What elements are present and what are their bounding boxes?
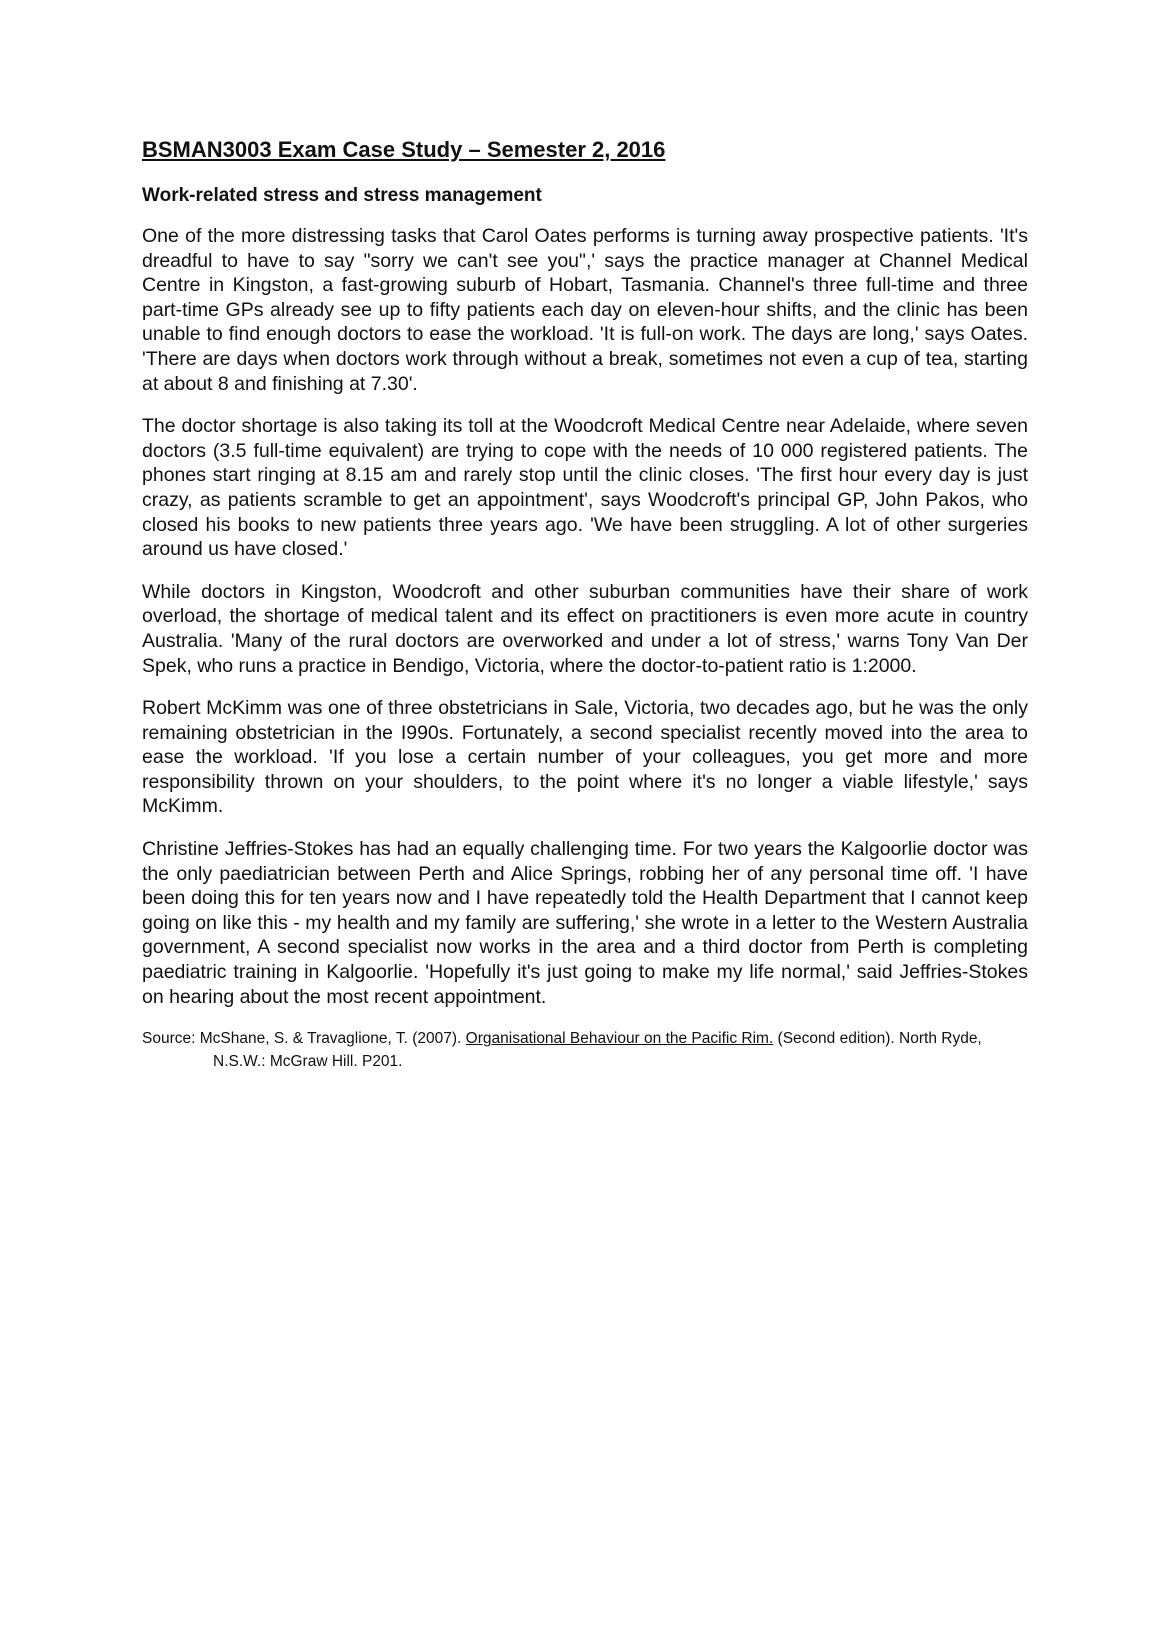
document-subtitle: Work-related stress and stress management: [142, 185, 542, 206]
paragraph-rural-doctors: While doctors in Kingston, Woodcroft and other suburban communities have their share of work overload, the shortage of medical talent and its effect on practitioners is even more acute in country Australia. 'Many of the rural doctors are overworked and under a lot of stress,' warns Tony Van Der Spek, who runs a practice in Bendigo, Victoria, where the doctor-to-patient ratio is 1:2000.: [142, 580, 1028, 677]
source-book-title: Organisational Behaviour on the Pacific Rim.: [465, 1030, 774, 1048]
paragraph-christine-jeffries-stokes: Christine Jeffries-Stokes has had an equally challenging time. For two years the Kalgoorlie doctor was the only paediatrician between Perth and Alice Springs, robbing her of any personal time off. 'I have been doing this for ten years now and I have repeatedly told the Health Department that I cannot keep going on like this - my health and my family are suffering,' she wrote in a letter to the Western Australia government, A second specialist now works in the area and a third doctor from Perth is completing paediatric training in Kalgoorlie. 'Hopefully it's just going to make my life normal,' said Jeffries-Stokes on hearing about the most recent appointment.: [142, 838, 1028, 1008]
document-page: [142, 136, 1028, 1073]
source-prefix: Source: McShane, S. & Travaglione, T. (2007).: [142, 1030, 466, 1048]
source-suffix: (Second edition). North Ryde, N.S.W.: McGraw Hill. P201.: [213, 1030, 982, 1071]
paragraph-robert-mckimm: Robert McKimm was one of three obstetricians in Sale, Victoria, two decades ago, but he was the only remaining obstetrician in the I990s. Fortunately, a second specialist recently moved into the area to ease the workload. 'If you lose a certain number of your colleagues, you get more and more responsibility thrown on your shoulders, to the point where it's no longer a viable lifestyle,' says McKimm.: [142, 697, 1028, 818]
document-title: BSMAN3003 Exam Case Study – Semester 2, 2016: [142, 137, 666, 162]
source-citation: [142, 1027, 1028, 1073]
paragraph-carol-oates: One of the more distressing tasks that Carol Oates performs is turning away prospective patients. 'It's dreadful to have to say "sorry we can't see you",' says the practice manager at Channel Medical Centre in Kingston, a fast-growing suburb of Hobart, Tasmania. Channel's three full-time and three part-time GPs already see up to fifty patients each day on eleven-hour shifts, and the clinic has been unable to find enough doctors to ease the workload. 'It is full-on work. The days are long,' says Oates. 'There are days when doctors work through without a break, sometimes not even a cup of tea, starting at about 8 and finishing at 7.30'.: [142, 225, 1028, 395]
paragraph-woodcroft: The doctor shortage is also taking its toll at the Woodcroft Medical Centre near Adelaide, where seven doctors (3.5 full-time equivalent) are trying to cope with the needs of 10 000 registered patients. The phones start ringing at 8.15 am and rarely stop until the clinic closes. 'The first hour every day is just crazy, as patients scramble to get an appointment', says Woodcroft's principal GP, John Pakos, who closed his books to new patients three years ago. 'We have been struggling. A lot of other surgeries around us have closed.': [142, 415, 1028, 561]
